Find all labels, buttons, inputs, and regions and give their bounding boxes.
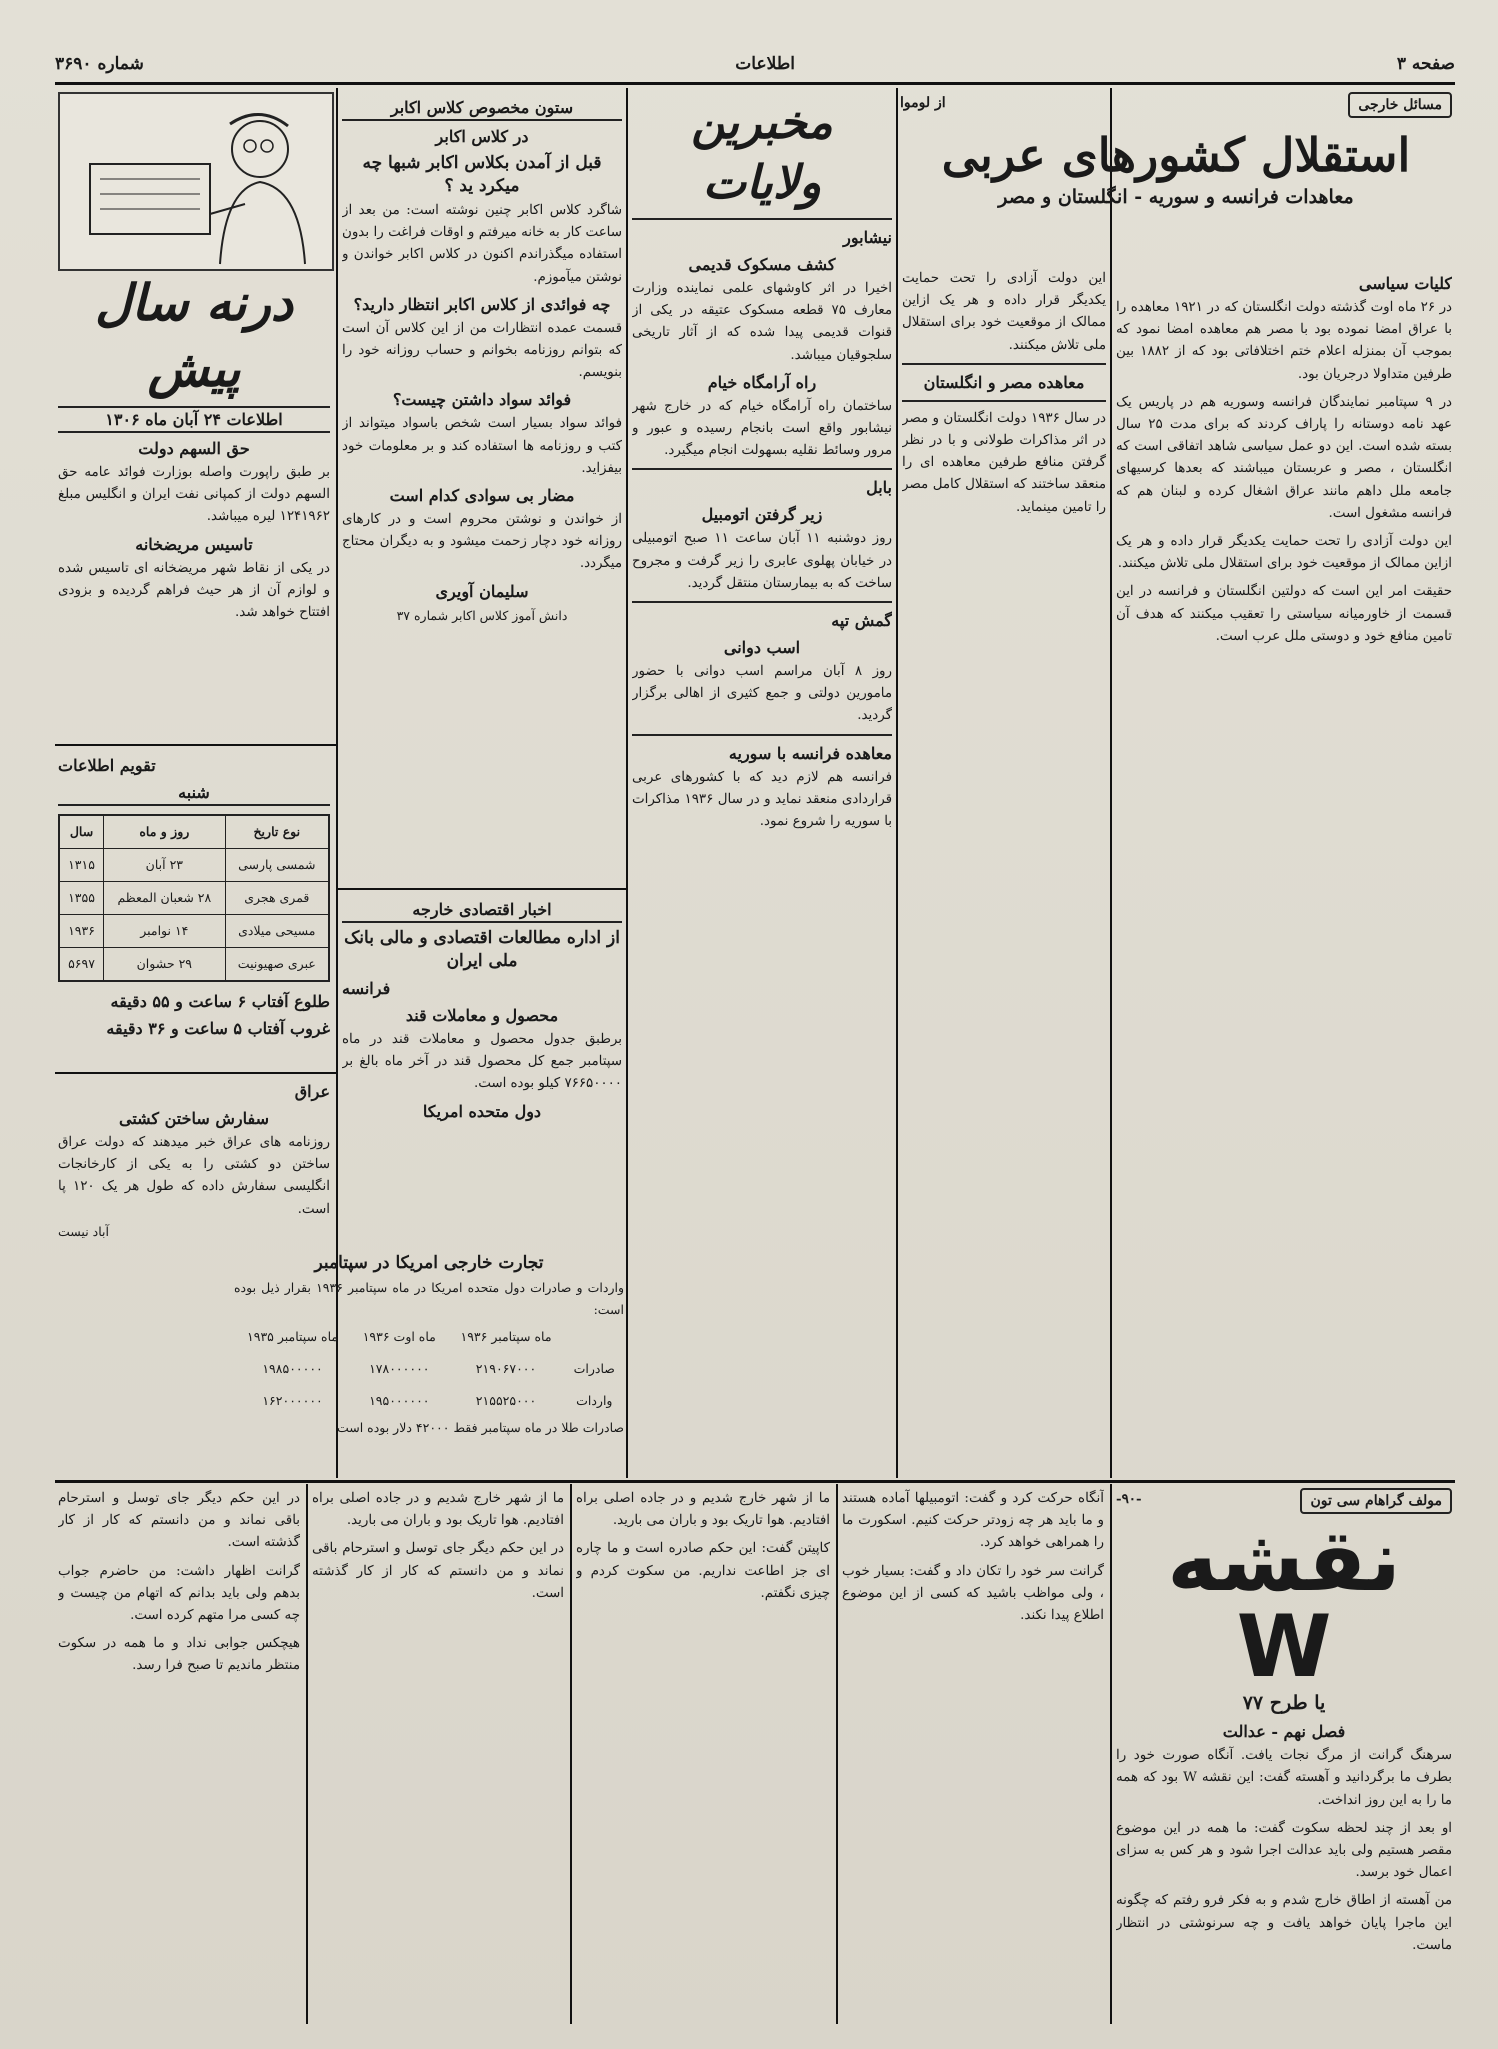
- item-title: اسب دوانی: [723, 638, 801, 658]
- serial-number: -۹۰-: [1116, 1491, 1142, 1507]
- serial-paragraph: ما از شهر خارج شدیم و در جاده اصلی براه افتادیم. هوا تاریک بود و باران می بارید.: [576, 1491, 830, 1529]
- iraq-text: روزنامه های عراق خبر میدهند که دولت عراق ساختن دو کشتی را به یکی از کارخانجات انگلیسی سفارش داده که طول هر یک ۱۲۰ پا است.: [58, 1135, 330, 1217]
- serial-paragraph: سرهنگ گرانت از مرگ نجات یافت. آنگاه صورت خود را بطرف ما برگردانید و آهسته گفت: این نقشه W بود که همه ما را به این روز انداخت.: [1116, 1748, 1452, 1808]
- foreign-paragraph: در ۹ سپتامبر نمایندگان فرانسه وسوریه هم در پاریس یک عهد نامه دوستانه را پاراف کردند که برای مدت ۲۵ سال بسته شده است. این دو عمل سیاسی شاهد اتفاقی است که انگلستان ، مصر و عربستان میباشند که بعدها کرسیهای جامعه ملل داهم مانند عراق اشغال کرده و لبنان هم که فرانسه مشغول است.: [1116, 394, 1452, 521]
- trade-col: ماه سپتامبر ۱۹۳۵: [247, 1329, 339, 1345]
- from-line: از لوموا: [900, 95, 946, 111]
- class-author-note: دانش آموز کلاس اکابر شماره ۳۷: [396, 607, 568, 623]
- class-text: شاگرد کلاس اکابر چنین نوشته است: من بعد از ساعت کار به خانه میرفتم و اوقات فراغت را بدون استفاده میگذراندم اکنون در کلاس اکابر خواندن و نوشتن میآموزم.: [342, 203, 622, 285]
- trade-block: [234, 1248, 624, 1476]
- column-divider: [1110, 88, 1112, 1478]
- trade-cell: ۱۹۵۰۰۰۰۰۰: [369, 1393, 430, 1409]
- provinces-column: [632, 92, 892, 1476]
- history-item-title: تاسیس مریضخانه: [135, 534, 253, 554]
- divider: [632, 601, 892, 603]
- calendar-title: تقویم اطلاعات: [58, 756, 156, 775]
- divider: [632, 468, 892, 470]
- serial-paragraph: ما از شهر خارج شدیم و در جاده اصلی براه افتادیم. هوا تاریک بود و باران می بارید.: [312, 1491, 564, 1529]
- calendar-cell: عبری صهیونیت: [225, 948, 329, 982]
- divider: [902, 363, 1106, 365]
- class-item-title: مضار بی سوادی کدام است: [389, 486, 575, 506]
- iraq-block: [58, 1076, 330, 1246]
- adult-class-column: [342, 92, 622, 882]
- serial-paragraph: در این حکم دیگر جای توسل و استرحام باقی نماند و من دانستم که کار از کار گذشته است.: [312, 1541, 564, 1601]
- city-name: گمش تپه: [831, 611, 892, 631]
- masthead: اطلاعات: [735, 54, 795, 74]
- issue-number: شماره ۳۶۹۰: [55, 54, 144, 74]
- class-text: از خواندن و نوشتن محروم است و در کارهای روزانه خود دچار زحمت میشود و به دیگران محتاج میگردد.: [342, 512, 622, 572]
- illustration-svg: [60, 94, 332, 269]
- item-text: اخیرا در اثر کاوشهای علمی نماینده وزارت معارف ۷۵ قطعه مسکوک عتیقه در یکی از قنوات قدیمی پیدا شده که از آثار تاریخی سلجوقیان میباشد.: [632, 281, 892, 363]
- item-title: کشف مسکوک قدیمی: [688, 255, 836, 274]
- foreign-kicker: مسائل خارجی: [1348, 92, 1452, 118]
- trade-intro: واردات و صادرات دول متحده امریکا در ماه سپتامبر ۱۹۳۶ بقرار ذیل بوده است:: [234, 1280, 624, 1318]
- divider: [632, 734, 892, 736]
- calendar-header: روز و ماه: [104, 815, 226, 849]
- serial-column-1: [1116, 1488, 1452, 2024]
- class-subkicker: در کلاس اکابر: [435, 127, 529, 146]
- class-kicker: ستون مخصوص کلاس اکابر: [342, 96, 622, 121]
- serial-column-3: [576, 1488, 830, 2024]
- history-dateline: اطلاعات ۲۴ آبان ماه ۱۳۰۶: [58, 406, 330, 433]
- calendar-header: نوع تاریخ: [225, 815, 329, 849]
- calendar-cell: قمری هجری: [225, 882, 329, 915]
- class-text: فوائد سواد بسیار است شخص باسواد میتواند از کتب و روزنامه ها استفاده کند و بر معلومات خود بیفزاید.: [342, 416, 622, 476]
- trade-cell: ۱۶۲۰۰۰۰۰۰: [262, 1393, 323, 1409]
- econ-text: برطبق جدول محصول و معاملات قند در ماه سپتامبر جمع کل محصول قند در آخر ماه بالغ بر ۷۶۶۵۰۰۰۰ کیلو بوده است.: [342, 1032, 622, 1092]
- page-number: صفحه ۳: [1396, 54, 1455, 74]
- column-divider: [626, 88, 628, 1478]
- foreign-subhead: کلیات سیاسی: [1358, 274, 1452, 293]
- serial-kicker: مولف گراهام سی تون: [1300, 1488, 1452, 1514]
- trade-table: [234, 1321, 624, 1417]
- page-header: [55, 50, 1455, 80]
- provinces-title: مخبرین ولایات: [691, 95, 833, 209]
- trade-row-label: صادرات: [573, 1361, 615, 1377]
- iraq-kicker: عراق: [294, 1082, 330, 1101]
- serial-paragraph: در این حکم دیگر جای توسل و استرحام باقی نماند و من دانستم که کار از کار گذشته است.: [58, 1491, 300, 1551]
- reading-man-illustration: [58, 92, 334, 271]
- serial-paragraph: من آهسته از اطاق خارج شدم و به فکر فرو رفتم که چگونه این ماجرا پایان خواهد یافت و چه سرنوشتی در انتظار ماست.: [1116, 1893, 1452, 1953]
- divider: [902, 400, 1106, 402]
- serial-column-4: [58, 1488, 300, 2024]
- calendar-cell: ۲۸ شعبان المعظم: [104, 882, 226, 915]
- section-rule: [338, 888, 626, 890]
- history-item-text: بر طبق راپورت واصله بوزارت فوائد عامه حق السهم دولت از کمپانی نفت ایران و انگلیس مبلغ ۱۲۴۱۹۶۲ لیره میباشد.: [58, 465, 330, 525]
- class-item-title: چه فوائدی از کلاس اکابر انتظار دارید؟: [353, 294, 611, 314]
- column-divider: [896, 88, 898, 1478]
- item-title: معاهده فرانسه با سوریه: [728, 743, 892, 763]
- serial-paragraph: او بعد از چند لحظه سکوت گفت: ما همه در این موضوع مقصر هستیم ولی باید عدالت اجرا شود و هر کس به سزای اعمال خود برسد.: [1116, 1820, 1452, 1881]
- item-title: زیر گرفتن اتومبیل: [701, 505, 823, 525]
- calendar-cell: ۵۶۹۷: [59, 948, 104, 982]
- history-item-text: در یکی از نقاط شهر مریضخانه ای تاسیس شده و لوازم آن از هر حیث فراهم گردیده و بزودی افتتاح خواهد شد.: [58, 560, 330, 621]
- foreign-column-left: [902, 268, 1106, 1474]
- header-rule: [55, 82, 1455, 85]
- serial-column-2: [842, 1488, 1104, 2024]
- foreign-paragraph: حقیقت امر این است که دولتین انگلستان و فرانسه در این قسمت از خاورمیانه سیاستی را تعقیب میکنند که هدف آن تامین منافع خود و دوستی ملل عرب است.: [1116, 584, 1452, 644]
- trade-cell: ۱۷۸۰۰۰۰۰۰: [369, 1361, 430, 1377]
- trade-headline: تجارت خارجی امریکا در سپتامبر: [314, 1253, 544, 1273]
- serial-paragraph: آنگاه حرکت کرد و گفت: اتومبیلها آماده هستند و ما باید هر چه زودتر حرکت کنیم. اسکورت ما را همراهی خواهد کرد.: [842, 1491, 1104, 1551]
- trade-col: ماه سپتامبر ۱۹۳۶: [460, 1329, 552, 1345]
- foreign-headline: استقلال کشورهای عربی: [941, 128, 1411, 183]
- foreign-subhead: معاهده مصر و انگلستان: [923, 372, 1085, 392]
- foreign-headline-block: [900, 92, 1452, 262]
- trade-cell: ۱۹۸۵۰۰۰۰۰: [262, 1361, 323, 1377]
- econ-country: فرانسه: [342, 979, 391, 998]
- serial-subtitle: یا طرح ۷۷: [1242, 1692, 1326, 1715]
- trade-footer: صادرات طلا در ماه سپتامبر فقط ۴۲۰۰۰ دلار بوده است: [336, 1420, 624, 1436]
- economic-news: [342, 894, 622, 1244]
- item-text: روز دوشنبه ۱۱ آبان ساعت ۱۱ صبح اتومبیلی در خیابان پهلوی عابری را زیر گرفت و مجروح ساخت که به بیمارستان منتقل گردید.: [632, 531, 892, 591]
- sunrise: طلوع آفتاب ۶ ساعت و ۵۵ دقیقه: [110, 992, 330, 1011]
- column-divider: [836, 1484, 838, 2024]
- city-name: بابل: [866, 478, 892, 498]
- foreign-column-right: [1116, 268, 1452, 1474]
- serial-paragraph: گرانت سر خود را تکان داد و گفت: بسیار خوب ، ولی مواظب باشید که کسی از این موضوع اطلاع پیدا نکند.: [842, 1563, 1104, 1624]
- calendar-header: سال: [59, 815, 104, 849]
- class-text: قسمت عمده انتظارات من از این کلاس آن است که بتوانم روزنامه بخوانم و حساب روزانه خود را بنویسم.: [342, 320, 622, 381]
- column-divider: [570, 1484, 572, 2024]
- calendar-table: [58, 814, 330, 982]
- iraq-title: سفارش ساختن کشتی: [118, 1109, 269, 1128]
- section-rule: [55, 744, 336, 746]
- serial-chapter: فصل نهم - عدالت: [1222, 1722, 1346, 1742]
- trade-row-label: واردات: [576, 1393, 613, 1409]
- econ-headline: از اداره مطالعات اقتصادی و مالی بانک ملی ایران: [344, 928, 620, 971]
- foreign-paragraph: در ۲۶ ماه اوت گذشته دولت انگلستان که در ۱۹۲۱ معاهده را با عراق امضا نموده بود با مصر هم معاهده امضا نمود که بموجب آن بمنزله اعلام ختم اختلافاتی بود که از ۱۸۸۲ بین طرفین متداولا درجریان بود.: [1116, 300, 1452, 382]
- foreign-paragraph: در سال ۱۹۳۶ دولت انگلستان و مصر در اثر مذاکرات طولانی و با در نظر گرفتن منافع طرفین معاهده ای را منعقد ساختند که استقلال کامل مصر را تامین مینماید.: [902, 410, 1106, 515]
- serial-paragraph: هیچکس جوابی نداد و ما همه در سکوت منتظر ماندیم تا صبح فرا رسد.: [58, 1636, 300, 1674]
- item-title: راه آرامگاه خیام: [707, 372, 817, 392]
- calendar-cell: ۱۹۳۶: [59, 915, 104, 948]
- calendar-block: [58, 750, 330, 1070]
- history-title: درنه سال پیش: [95, 273, 293, 398]
- calendar-cell: شمسی پارسی: [225, 849, 329, 882]
- column-divider: [306, 1484, 308, 2024]
- city-name: نیشابور: [843, 228, 892, 247]
- class-author: سلیمان آویری: [435, 581, 529, 601]
- sunset: غروب آفتاب ۵ ساعت و ۳۶ دقیقه: [106, 1019, 330, 1038]
- calendar-day: شنبه: [58, 781, 330, 806]
- section-rule: [55, 1480, 1455, 1483]
- item-text: ساختمان راه آرامگاه خیام که در خارج شهر نیشابور واقع است بانجام رسیده و عبور و مرور وسائط نقلیه بسهولت انجام میگیرد.: [632, 398, 892, 459]
- foreign-paragraph: این دولت آزادی را تحت حمایت یکدیگر قرار داده و هر یک ازاین ممالک از موقعیت خود برای استقلال ملی تلاش میکنند.: [1116, 534, 1452, 572]
- serial-paragraph: گرانت اظهار داشت: من حاضرم جواب بدهم ولی باید بدانم که اتهام من چیست و چه کسی مرا متهم کرده است.: [58, 1563, 300, 1624]
- serial-title: نقشه W: [1167, 1511, 1401, 1698]
- calendar-cell: ۱۴ نوامبر: [104, 915, 226, 948]
- calendar-cell: مسیحی میلادی: [225, 915, 329, 948]
- class-headline: قبل از آمدن بکلاس اکابر شبها چه میکرد ید ؟: [362, 153, 602, 196]
- class-item-title: فوائد سواد داشتن چیست؟: [392, 390, 572, 410]
- foreign-subheadline: معاهدات فرانسه و سوریه - انگلستان و مصر: [998, 186, 1354, 209]
- section-rule: [55, 1072, 336, 1074]
- calendar-cell: ۱۳۵۵: [59, 882, 104, 915]
- column-divider: [1110, 1484, 1112, 2024]
- foreign-paragraph: این دولت آزادی را تحت حمایت یکدیگر قرار داده و هر یک ازاین ممالک از موقعیت خود برای استقلال ملی تلاش میکنند.: [902, 271, 1106, 353]
- history-item-title: حق السهم دولت: [138, 439, 250, 458]
- iraq-agency: آباد نیست: [58, 1223, 109, 1239]
- trade-cell: ۲۱۹۰۶۷۰۰۰: [475, 1361, 537, 1377]
- item-text: فرانسه هم لازم دید که با کشورهای عربی قراردادی منعقد نماید و در سال ۱۹۳۶ مذاکرات با سوریه را شروع نمود.: [632, 769, 892, 830]
- trade-cell: ۲۱۵۵۲۵۰۰۰: [475, 1393, 537, 1409]
- divider: [632, 218, 892, 220]
- history-column: [58, 270, 330, 760]
- serial-column-5: [312, 1488, 564, 2024]
- trade-col: ماه اوت ۱۹۳۶: [362, 1329, 436, 1345]
- serial-paragraph: کاپیتن گفت: این حکم صادره است و ما چاره ای جز اطاعت نداریم. من سکوت کردم و چیزی نگفتم.: [576, 1541, 830, 1601]
- econ-kicker: اخبار اقتصادی خارجه: [342, 898, 622, 923]
- calendar-cell: ۲۳ آبان: [104, 849, 226, 882]
- calendar-cell: ۲۹ حشوان: [104, 948, 226, 982]
- calendar-cell: ۱۳۱۵: [59, 849, 104, 882]
- us-subhead: دول متحده امریکا: [422, 1101, 542, 1121]
- item-text: روز ۸ آبان مراسم اسب دوانی با حضور مامورین دولتی و جمع کثیری از اهالی برگزار گردید.: [632, 664, 892, 724]
- econ-subhead: محصول و معاملات قند: [405, 1006, 559, 1025]
